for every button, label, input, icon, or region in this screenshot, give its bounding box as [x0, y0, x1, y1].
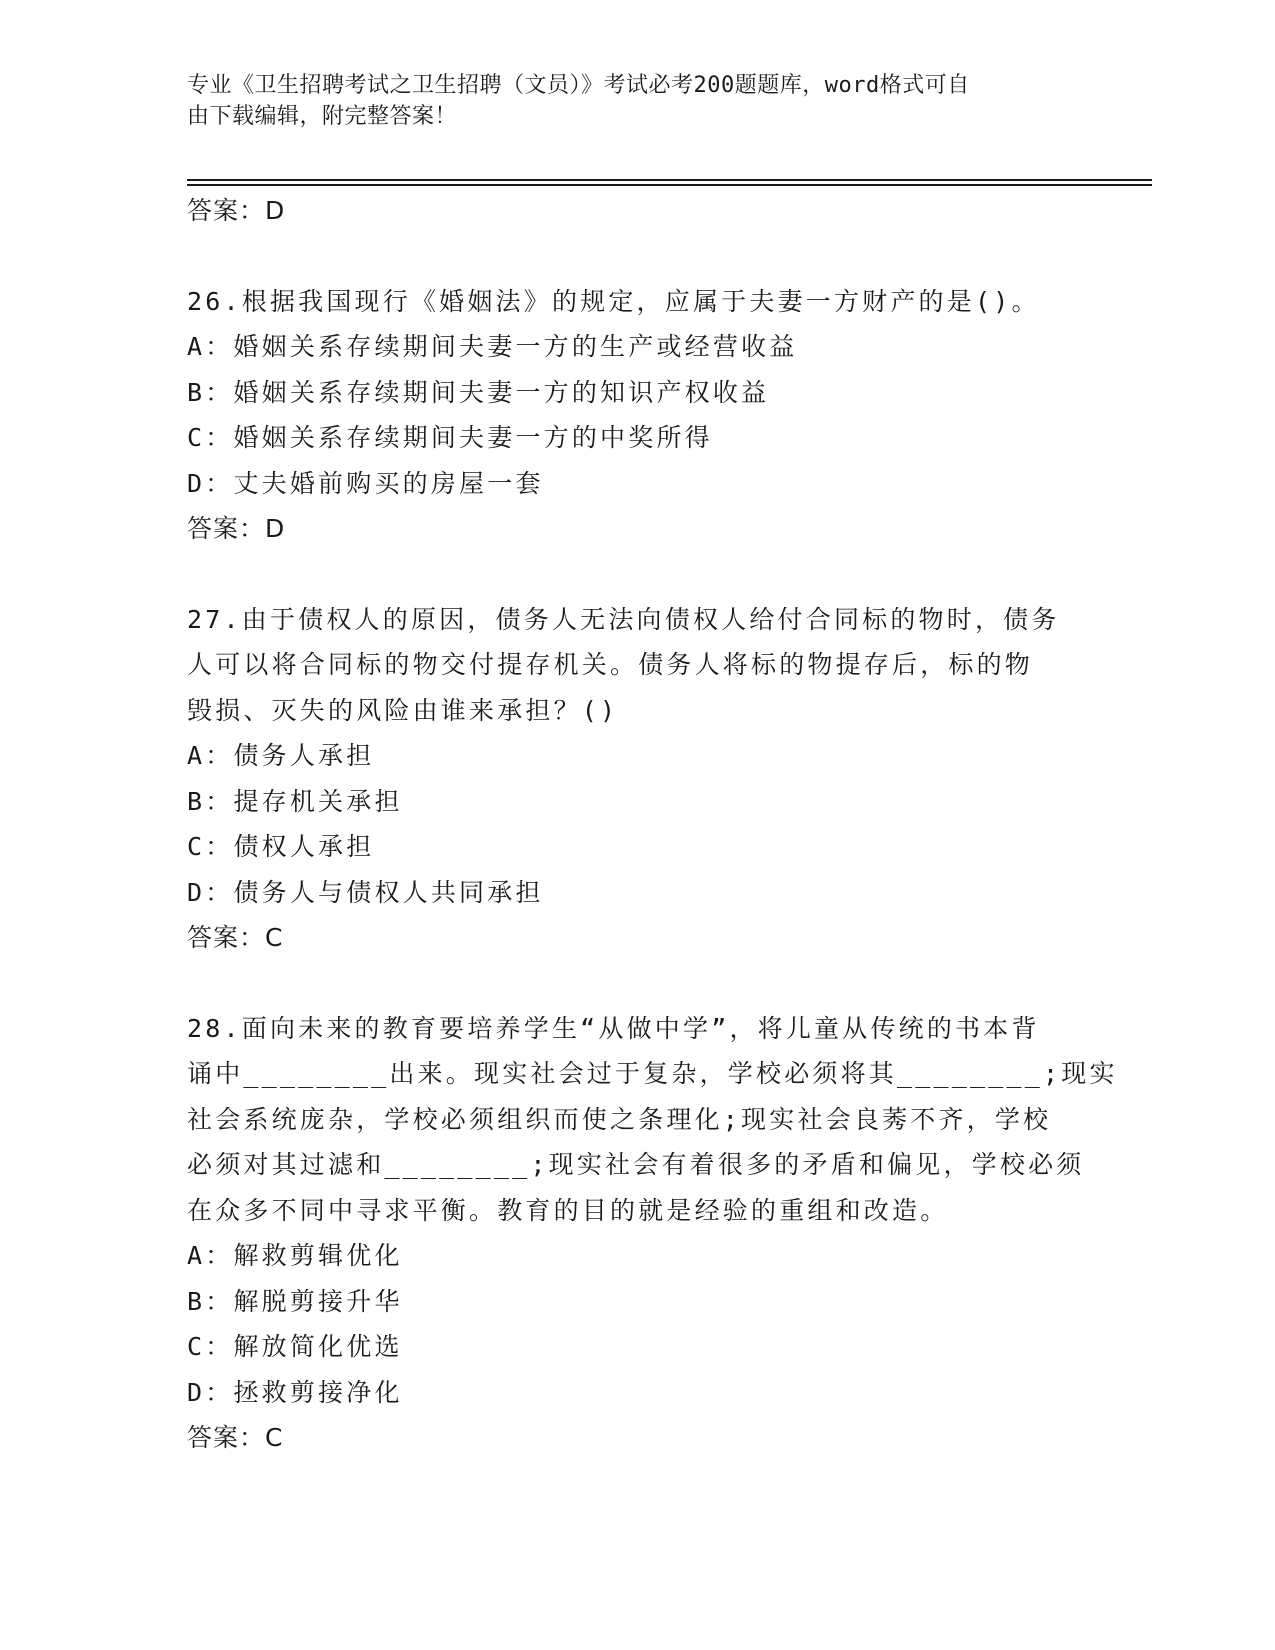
header-divider-secondary	[187, 184, 1152, 186]
option-d: D：丈夫婚前购买的房屋一套	[187, 468, 544, 498]
option-c: C：婚姻关系存续期间夫妻一方的中奖所得	[187, 423, 713, 452]
answer-label: 答案：D	[187, 514, 286, 543]
question-list	[187, 188, 1118, 1461]
question-26	[187, 279, 1087, 552]
question-stem-line: 人可以将合同标的物交付提存机关。债务人将标的物提存后，标的物	[187, 650, 1034, 679]
previous-answer: 答案：D	[187, 196, 286, 225]
question-stem-line: 27.由于债权人的原因，债务人无法向债权人给付合同标的物时，债务	[187, 604, 1060, 634]
option-a: A：债务人承担	[187, 741, 375, 770]
option-d: D：拯救剪接净化	[187, 1377, 403, 1407]
option-a: A：解救剪辑优化	[187, 1241, 403, 1270]
option-b: B：提存机关承担	[187, 786, 403, 816]
option-b: B：解脱剪接升华	[187, 1286, 403, 1316]
answer-label: 答案：C	[187, 1423, 284, 1452]
header-line-2: 由下载编辑，附完整答案！	[187, 104, 458, 129]
header-line-1: 专业《卫生招聘考试之卫生招聘（文员）》考试必考200题题库，word格式可自	[187, 73, 970, 98]
question-28	[187, 1006, 1118, 1461]
header-divider	[187, 179, 1152, 181]
question-stem-line: 28.面向未来的教育要培养学生“从做中学”，将儿童从传统的书本背	[187, 1013, 1040, 1043]
question-stem-line: 毁损、灭失的风险由谁来承担？()	[187, 695, 619, 725]
option-b: B：婚姻关系存续期间夫妻一方的知识产权收益	[187, 377, 770, 407]
answer-label: 答案：C	[187, 923, 284, 952]
option-d: D：债务人与债权人共同承担	[187, 877, 544, 907]
question-27	[187, 597, 1087, 961]
option-c: C：解放简化优选	[187, 1332, 403, 1361]
question-stem-line: 诵中________出来。现实社会过于复杂，学校必须将其________;现实	[187, 1059, 1118, 1088]
question-stem-line: 必须对其过滤和________;现实社会有着很多的矛盾和偏见，学校必须	[187, 1150, 1085, 1179]
question-stem-line: 26.根据我国现行《婚姻法》的规定，应属于夫妻一方财产的是()。	[187, 286, 1040, 316]
option-a: A：婚姻关系存续期间夫妻一方的生产或经营收益	[187, 332, 798, 361]
question-stem-line: 社会系统庞杂，学校必须组织而使之条理化;现实社会良莠不齐，学校	[187, 1104, 1052, 1134]
document-header	[187, 70, 1087, 132]
option-c: C：债权人承担	[187, 832, 375, 861]
question-stem-line: 在众多不同中寻求平衡。教育的目的就是经验的重组和改造。	[187, 1195, 949, 1225]
